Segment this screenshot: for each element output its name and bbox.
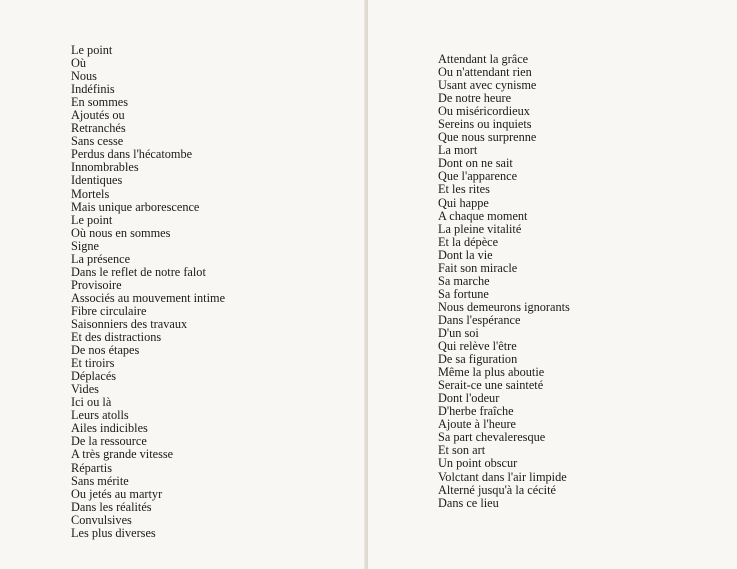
poem-line: Ajoute à l'heure (438, 417, 517, 432)
poem-line: Où (71, 56, 87, 71)
poem-line: Qui relève l'être (438, 339, 517, 354)
poem-line: Répartis (71, 460, 112, 475)
poem-line: Sans mérite (71, 473, 129, 488)
poem-line: Convulsives (71, 512, 132, 527)
poem-line: A chaque moment (438, 208, 528, 223)
right-poem (438, 53, 570, 510)
poem-line: Fait son miracle (438, 260, 518, 275)
poem-line: Où nous en sommes (71, 225, 171, 240)
poem-line: A très grande vitesse (71, 447, 174, 462)
poem-line: De la ressource (71, 434, 147, 449)
poem-line: Dans l'espérance (438, 312, 521, 327)
poem-line: Identiques (71, 173, 123, 188)
poem-line: Vides (71, 382, 99, 397)
poem-line: D'herbe fraîche (438, 404, 514, 419)
poem-line: Nous (71, 69, 97, 84)
poem-line: Dans les réalités (71, 499, 152, 514)
poem-line: Dans le reflet de notre falot (71, 264, 206, 279)
poem-line: Fibre circulaire (71, 303, 147, 318)
poem-line: Le point (71, 212, 113, 227)
poem-line: Ou jetés au martyr (71, 486, 163, 501)
poem-line: Mais unique arborescence (71, 199, 200, 214)
poem-line: Saisonniers des travaux (71, 316, 188, 331)
poem-line: Indéfinis (71, 82, 115, 97)
poem-line: Sans cesse (71, 134, 124, 149)
poem-line: Que l'apparence (438, 169, 518, 184)
poem-line: Le point (71, 43, 113, 57)
poem-line: Dont on ne sait (438, 156, 513, 171)
poem-line: Sa marche (438, 273, 490, 288)
poem-line: Nous demeurons ignorants (438, 299, 570, 314)
poem-line: Signe (71, 238, 100, 253)
poem-line: La mort (438, 143, 478, 158)
poem-line: Même la plus aboutie (438, 365, 545, 380)
poem-line: Volctant dans l'air limpide (438, 469, 567, 484)
poem-line: Innombrables (71, 160, 139, 175)
poem-line: Dont la vie (438, 247, 493, 262)
poem-line: De notre heure (438, 91, 512, 106)
poem-line: Ou n'attendant rien (438, 65, 532, 80)
poem-line: Les plus diverses (71, 525, 156, 540)
poem-line: Et la dépèce (438, 234, 499, 249)
poem-line: Sa fortune (438, 286, 489, 301)
poem-line: Sereins ou inquiets (438, 117, 532, 132)
poem-line: Serait-ce une sainteté (438, 378, 544, 393)
poem-line: Et son art (438, 443, 486, 458)
poem-line: D'un soi (438, 325, 479, 340)
poem-line: Perdus dans l'hécatombe (71, 147, 193, 162)
poem-line: De nos étapes (71, 343, 140, 358)
poem-line: Et les rites (438, 182, 490, 197)
poem-line: En sommes (71, 95, 129, 110)
poem-line: La présence (71, 251, 131, 266)
poem-line: Mortels (71, 186, 110, 201)
left-poem (71, 44, 225, 540)
poem-line: Et des distractions (71, 330, 162, 345)
poem-line: Provisoire (71, 277, 122, 292)
poem-line: Alterné jusqu'à la cécité (438, 482, 556, 497)
poem-line: Attendant la grâce (438, 52, 529, 66)
poem-line: Usant avec cynisme (438, 78, 537, 93)
poem-line: Que nous surprenne (438, 130, 537, 145)
poem-line: Et tiroirs (71, 356, 115, 371)
poem-line: Déplacés (71, 369, 117, 384)
poem-line: Dans ce lieu (438, 495, 499, 510)
poem-line: Ailes indicibles (71, 421, 148, 436)
poem-line: Ou miséricordieux (438, 104, 530, 119)
poem-line: De sa figuration (438, 352, 518, 367)
poem-line: Dont l'odeur (438, 391, 500, 406)
poem-line: La pleine vitalité (438, 221, 522, 236)
poem-line: Retranchés (71, 121, 126, 136)
poem-line: Leurs atolls (71, 408, 129, 423)
poem-line: Associés au mouvement intime (71, 290, 226, 305)
left-page (0, 0, 366, 569)
poem-line: Ici ou là (71, 395, 112, 410)
poem-line: Qui happe (438, 195, 489, 210)
poem-line: Sa part chevaleresque (438, 430, 546, 445)
poem-line: Un point obscur (438, 456, 518, 471)
right-page (368, 0, 737, 569)
poem-line: Ajoutés ou (71, 108, 125, 123)
